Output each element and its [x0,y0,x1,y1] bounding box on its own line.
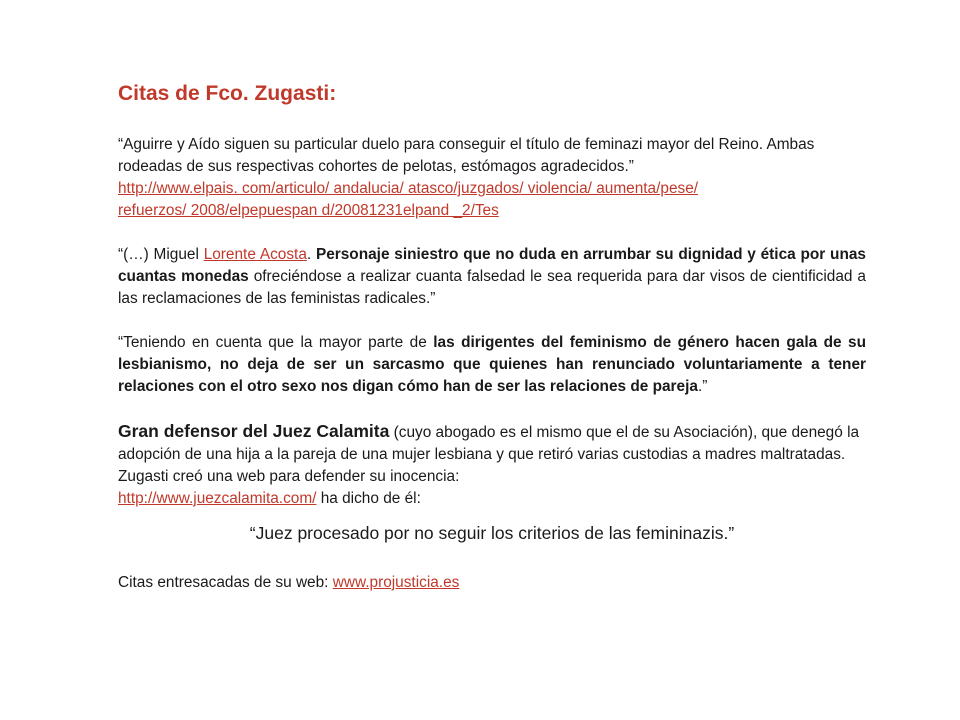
quote-aguirre-aido [118,134,866,222]
projusticia-link[interactable]: www.projusticia.es [332,574,460,591]
quote-lorente-after-link: . [306,246,316,263]
quote-feminismo-suffix: .” [697,378,708,395]
elpais-link-line2[interactable]: refuerzos/ 2008/elpepuespan d/20081231elpand _2/Tes [118,202,499,219]
quote-lorente-prefix: “(…) Miguel [118,246,204,263]
slide-content [118,80,866,594]
footer-line [118,572,866,594]
defensor-after-link: ha dicho de él: [316,490,421,507]
quote-aguirre-aido-text: “Aguirre y Aído siguen su particular duelo para conseguir el título de feminazi mayor del Reino. Ambas rodeadas de sus respectivas cohortes de pelotas, estómagos agradecidos.” [118,136,815,175]
lorente-acosta-link[interactable]: Lorente Acosta [203,246,307,263]
quote-lorente-rest: ofreciéndose a realizar cuanta falsedad le sea requerida para dar visos de cientificidad a las reclamaciones de las feministas radicales.” [118,268,866,307]
juezcalamita-link[interactable]: http://www.juezcalamita.com/ [118,490,317,507]
defensor-paragraph [118,420,866,510]
footer-text: Citas entresacadas de su web: [118,574,333,591]
slide-title: Citas de Fco. Zugasti: [118,82,337,105]
defensor-heading: Gran defensor del Juez Calamita [118,421,390,441]
center-quote: “Juez procesado por no seguir los criterios de las femininazis.” [249,523,735,543]
quote-feminismo [118,332,866,398]
defensor-text: (cuyo abogado es el mismo que el de su Asociación), que denegó la adopción de una hija a la pareja de una mujer lesbiana y que retiró varias custodias a madres maltratadas. Zugasti creó una web para defender su inocencia: [118,424,860,485]
elpais-link-block [118,178,866,222]
elpais-link-line1[interactable]: http://www.elpais. com/articulo/ andalucia/ atasco/juzgados/ violencia/ aumenta/pese/ [118,180,699,197]
quote-feminismo-prefix: “Teniendo en cuenta que la mayor parte de [118,334,434,351]
quote-lorente-bold: Personaje siniestro que no duda en arrumbar su dignidad y ética por unas cuantas monedas [118,246,866,285]
quote-lorente [118,244,866,310]
quote-feminismo-bold: las dirigentes del feminismo de género hacen gala de su lesbianismo, no deja de ser un sarcasmo que quienes han renunciado voluntariamente a tener relaciones con el otro sexo nos digan cómo han de ser las relaciones de pareja [118,334,867,395]
